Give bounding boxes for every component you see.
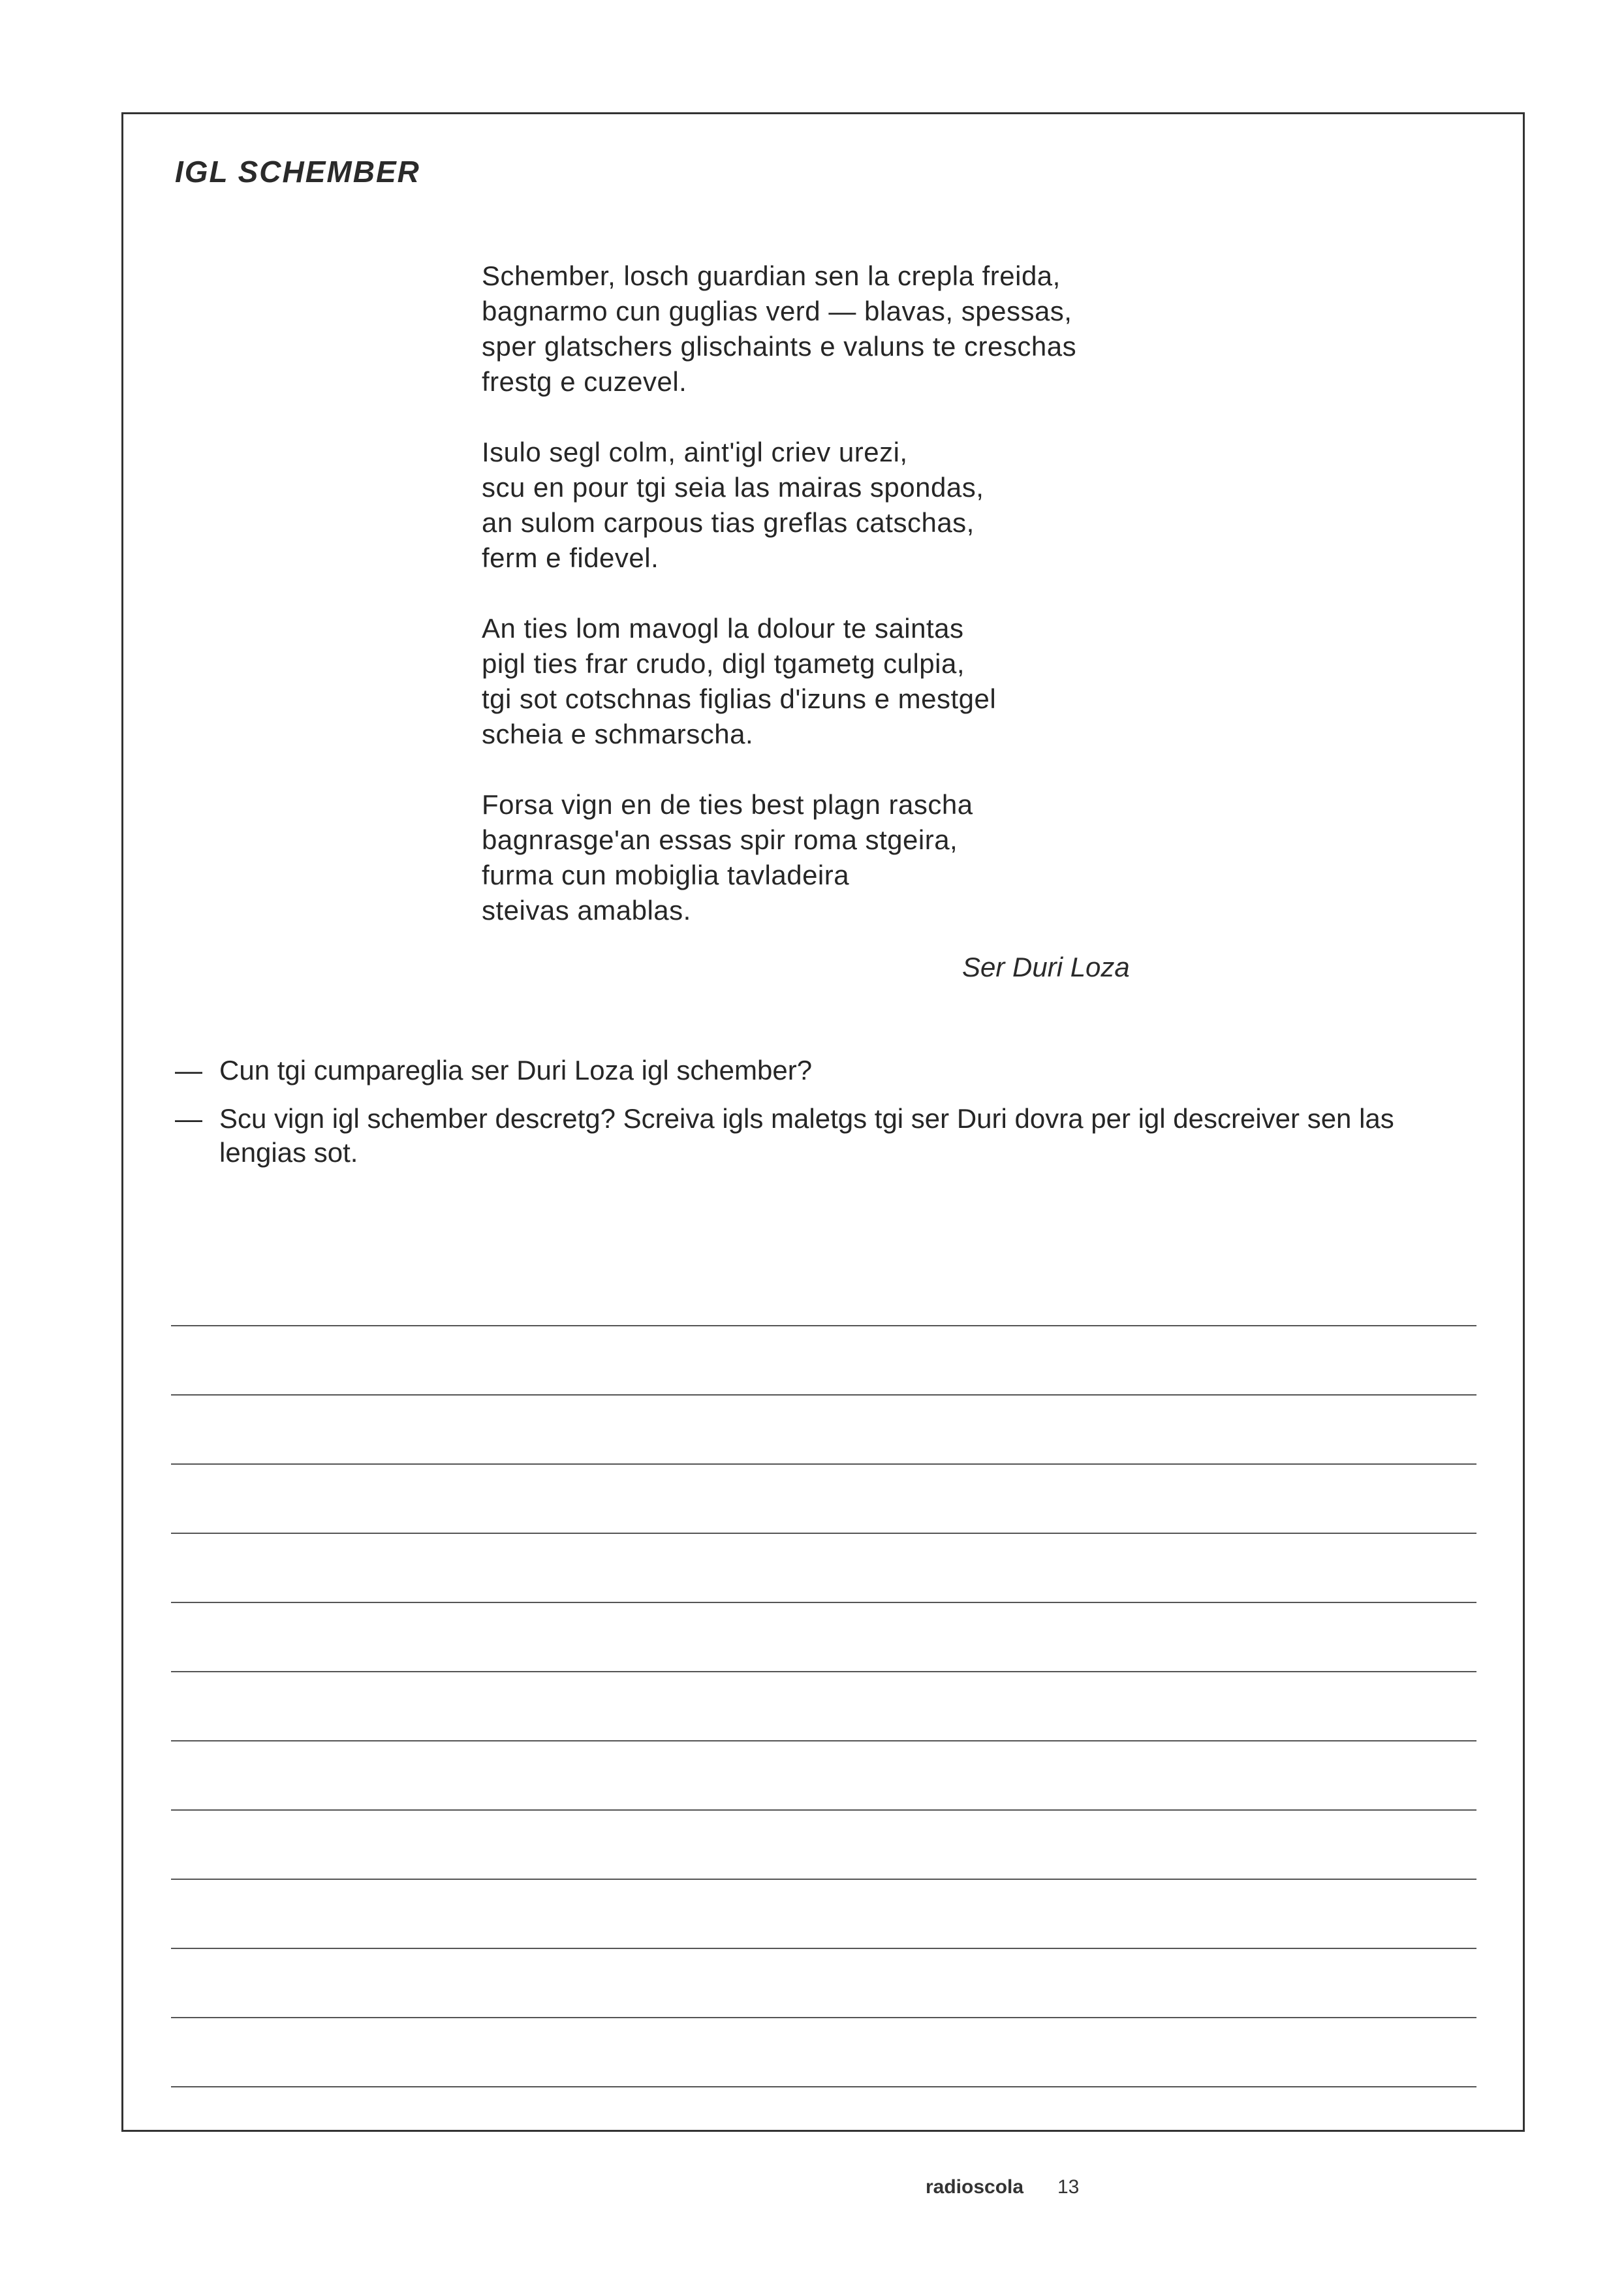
answer-line[interactable] [171,1394,1476,1396]
poem-line: Isulo segl colm, aint'igl criev urezi, [482,437,908,467]
page-title: IGL SCHEMBER [175,155,420,189]
poem-line: Schember, losch guardian sen la crepla freida, [482,260,1061,291]
poem-line: Forsa vign en de ties best plagn rascha [482,789,973,820]
poem [482,258,1200,963]
poem-line: tgi sot cotschnas figlias d'izuns e mestgel [482,683,997,714]
answer-line[interactable] [171,1325,1476,1326]
poem-line: bagnarmo cun guglias verd — blavas, spessas, [482,296,1072,326]
answer-line[interactable] [171,1879,1476,1880]
question-list [175,1054,1487,1184]
answer-line[interactable] [171,1809,1476,1811]
poem-stanza-1 [482,258,1200,399]
answer-line[interactable] [171,2086,1476,2087]
poem-line: an sulom carpous tias greflas catschas, [482,507,975,538]
poem-line: scu en pour tgi seia las mairas spondas, [482,472,984,503]
question-dash: — [175,1055,202,1085]
poem-line: sper glatschers glischaints e valuns te creschas [482,331,1077,362]
question-item [175,1102,1487,1170]
question-dash: — [175,1103,202,1134]
poem-line: ferm e fidevel. [482,542,659,573]
poem-line: steivas amablas. [482,895,691,926]
answer-line[interactable] [171,1602,1476,1603]
poem-stanza-2 [482,435,1200,576]
poem-line: scheia e schmarscha. [482,719,754,749]
poem-line: pigl ties frar crudo, digl tgametg culpia, [482,648,965,679]
poem-author: Ser Duri Loza [962,952,1130,982]
answer-line[interactable] [171,1671,1476,1672]
answer-line[interactable] [171,1533,1476,1534]
poem-line: bagnrasge'an essas spir roma stgeira, [482,824,958,855]
answer-line[interactable] [171,1948,1476,1949]
question-text: Scu vign igl schember descretg? Screiva igls maletgs tgi ser Duri dovra per igl descreiver sen las lengias sot. [219,1103,1394,1168]
question-item [175,1054,1487,1087]
poem-line: frestg e cuzevel. [482,366,687,397]
question-text: Cun tgi cumpareglia ser Duri Loza igl schember? [219,1055,813,1085]
answer-line[interactable] [171,1740,1476,1741]
poem-stanza-4 [482,787,1200,928]
page-number: 13 [1057,2176,1080,2198]
poem-stanza-3 [482,611,1200,752]
answer-line[interactable] [171,1463,1476,1465]
poem-line: furma cun mobiglia tavladeira [482,860,850,890]
poem-line: An ties lom mavogl la dolour te saintas [482,613,964,644]
footer-brand: radioscola [926,2176,1024,2198]
answer-line[interactable] [171,2017,1476,2018]
